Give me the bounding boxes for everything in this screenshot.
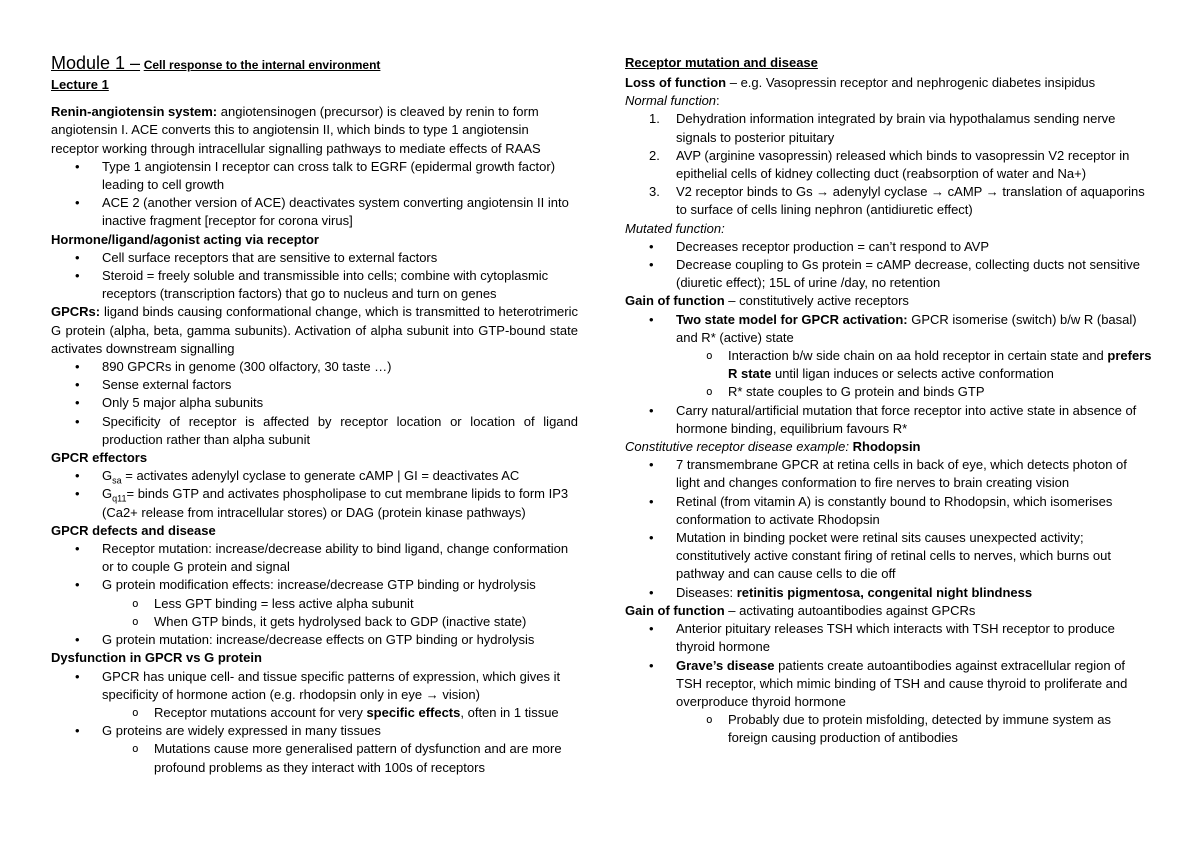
- gain-of-function-line: [625, 292, 1152, 310]
- effectors-bullet-list: [51, 467, 578, 522]
- text-span: Diseases:: [676, 584, 737, 600]
- module-heading: Module 1 –: [51, 53, 141, 73]
- effector-text: = activates adenylyl cyclase to generate cAMP | GI = deactivates AC: [121, 468, 520, 484]
- right-column: [625, 52, 1152, 748]
- list-item-text: G protein modification effects: increase/decrease GTP binding or hydrolysis: [102, 577, 536, 593]
- lof-text: – e.g. Vasopressin receptor and nephrogenic diabetes insipidus: [726, 75, 1096, 90]
- bold-span: Two state model for GPCR activation:: [676, 311, 908, 327]
- ras-text: angiotensinogen (precursor) is cleaved by renin to form angiotensin I. ACE converts this to angiotensin II, which binds to type 1 angiotensin receptor working through intracellular signalling pathways to mediate effects of RAAS: [51, 104, 541, 156]
- list-item: • Only 5 major alpha subunits: [102, 394, 578, 412]
- sub-list: [676, 347, 1152, 402]
- list-item: [102, 485, 578, 521]
- text-span: until ligan induces or selects active conformation: [771, 366, 1054, 382]
- gof-text: – activating autoantibodies against GPCRs: [724, 602, 976, 618]
- list-item: • 890 GPCRs in genome (300 olfactory, 30 taste …): [102, 358, 578, 376]
- bold-span: specific effects: [366, 704, 461, 720]
- list-item: • Type 1 angiotensin I receptor can cross talk to EGRF (epidermal growth factor) leading to cell growth: [102, 158, 578, 194]
- sub-list-item: [728, 347, 1152, 383]
- list-item: • Cell surface receptors that are sensitive to external factors: [102, 249, 578, 267]
- module-title: [51, 52, 578, 76]
- list-item: • Retinal (from vitamin A) is constantly bound to Rhodopsin, which isomerises conformation to activate Rhodopsin: [676, 493, 1152, 529]
- sub-list-item: o When GTP binds, it gets hydrolysed back to GDP (inactive state): [154, 613, 578, 631]
- list-item: • Anterior pituitary releases TSH which interacts with TSH receptor to produce thyroid hormone: [676, 620, 1152, 656]
- bold-span: retinitis pigmentosa, congenital night blindness: [736, 584, 1033, 600]
- g-symbol: G: [102, 468, 113, 484]
- sub-list: [102, 595, 578, 631]
- list-item: • Mutation in binding pocket were retinal sits causes unexpected activity; constitutively active constant firing of retinal cells to nerves, which burns out pathway and can cause cells to die off: [676, 529, 1152, 584]
- text-span: GPCR isomerise (switch) b/w R (basal) and R* (active) state: [676, 311, 1137, 345]
- gpcr-text: ligand binds causing conformational change, which is transmitted to heterotrimeric G protein (alpha, beta, gamma subunits). Activation of alpha subunit into GTP-bound state activates downstream signalling: [51, 304, 578, 356]
- text-span: Receptor mutations account for very: [154, 704, 367, 720]
- sub-list-item: o Less GPT binding = less active alpha subunit: [154, 595, 578, 613]
- numbered-item: 2. AVP (arginine vasopressin) released which binds to vasopressin V2 receptor in epithelial cells of kidney collecting duct (reabsorption of water and Na+): [676, 147, 1152, 183]
- receptor-mutation-heading: Receptor mutation and disease: [625, 55, 818, 70]
- mutated-function-label: Mutated function:: [625, 220, 725, 236]
- list-item: • ACE 2 (another version of ACE) deactivates system converting angiotensin II into inactive fragment [receptor for corona virus]: [102, 194, 578, 230]
- text-span: patients create autoantibodies against extracellular region of TSH receptor, which mimic binding of TSH and cause thyroid to proliferate and overproduce thyroid hormone: [676, 657, 1128, 709]
- list-item: • Specificity of receptor is affected by receptor location or location of ligand production rather than alpha subunit: [102, 413, 578, 449]
- defects-heading: GPCR defects and disease: [51, 522, 216, 538]
- list-item: • Decreases receptor production = can’t respond to AVP: [676, 238, 1152, 256]
- tsh-bullet-list: [625, 620, 1152, 747]
- effectors-heading: GPCR effectors: [51, 450, 148, 466]
- gof-label: Gain of function: [625, 602, 725, 618]
- gain-of-function-line-2: [625, 602, 1152, 620]
- g-subscript: q11: [112, 494, 127, 505]
- gpcr-paragraph: [51, 303, 578, 358]
- normal-function-label: [625, 92, 1152, 110]
- g-symbol: G: [102, 486, 113, 502]
- sub-list-item: o R* state couples to G protein and binds GTP: [728, 383, 1152, 401]
- bold-span: prefers R state: [728, 348, 1152, 382]
- hormone-bullet-list: [51, 249, 578, 304]
- list-item: [676, 311, 1152, 402]
- lecture-heading: Lecture 1: [51, 77, 109, 92]
- list-item: [102, 668, 578, 723]
- list-item: [102, 722, 578, 777]
- module-subtitle: Cell response to the internal environment: [143, 58, 381, 72]
- italic-span: Constitutive receptor disease example:: [625, 439, 850, 455]
- effector-text: = binds GTP and activates phospholipase to cut membrane lipids to form IP3 (Ca2+ release from intracellular stores) or DAG (protein kinase pathways): [102, 486, 569, 520]
- numbered-item: 3. V2 receptor binds to Gs → adenylyl cyclase → cAMP → translation of aquaporins to surface of cells lining nephron (antidiuretic effect): [676, 183, 1152, 219]
- numbered-item: 1. Dehydration information integrated by brain via hypothalamus sending nerve signals to posterior pituitary: [676, 110, 1152, 146]
- list-item: [676, 584, 1152, 602]
- ras-label: Renin-angiotensin system:: [51, 104, 218, 120]
- sub-list-item: o Probably due to protein misfolding, detected by immune system as foreign causing production of antibodies: [728, 711, 1152, 747]
- list-item: • Steroid = freely soluble and transmissible into cells; combine with cytoplasmic receptors (transcription factors) that go to nucleus and turn on genes: [102, 267, 578, 303]
- hormone-heading: Hormone/ligand/agonist acting via receptor: [51, 231, 319, 247]
- left-column: [51, 52, 578, 777]
- normal-function-list: [625, 110, 1152, 219]
- normal-colon: :: [716, 93, 720, 109]
- defects-bullet-list: [51, 540, 578, 649]
- list-item: • Sense external factors: [102, 376, 578, 394]
- dysfunction-heading: Dysfunction in GPCR vs G protein: [51, 650, 262, 666]
- list-item: • Decrease coupling to Gs protein = cAMP decrease, collecting ducts not sensitive (diuretic effect); 15L of urine /day, no retention: [676, 256, 1152, 292]
- bold-span: Grave’s disease: [676, 657, 775, 673]
- ras-paragraph: [51, 103, 578, 158]
- list-item: [676, 657, 1152, 748]
- list-item: • G protein mutation: increase/decrease effects on GTP binding or hydrolysis: [102, 631, 578, 649]
- constitutive-example-line: [625, 438, 1152, 456]
- list-item-text: GPCR has unique cell- and tissue specific patterns of expression, which gives it specificity of hormone action (e.g. rhodopsin only in eye → vision): [102, 668, 561, 702]
- list-item: [102, 467, 578, 485]
- gpcr-label: GPCRs:: [51, 304, 101, 320]
- loss-of-function-line: [625, 74, 1152, 92]
- list-item: [102, 576, 578, 631]
- gpcr-bullet-list: [51, 358, 578, 449]
- list-item: • Receptor mutation: increase/decrease ability to bind ligand, change conformation or to couple G protein and signal: [102, 540, 578, 576]
- list-item-text: G proteins are widely expressed in many tissues: [102, 723, 381, 739]
- sub-list-item: [154, 704, 578, 722]
- rhodopsin-bullet-list: [625, 456, 1152, 602]
- dysfunction-bullet-list: [51, 668, 578, 777]
- sub-list: [102, 704, 578, 722]
- g-subscript: sa: [112, 475, 122, 486]
- gof-bullet-list: [625, 311, 1152, 438]
- normal-label: Normal function: [625, 93, 717, 109]
- sub-list-item: o Mutations cause more generalised pattern of dysfunction and are more profound problems as they interact with 100s of receptors: [154, 740, 578, 776]
- ras-bullet-list: [51, 158, 578, 231]
- bold-span: Rhodopsin: [849, 439, 921, 455]
- sub-list: [676, 711, 1152, 747]
- text-span: Interaction b/w side chain on aa hold receptor in certain state and: [728, 348, 1108, 364]
- list-item: • 7 transmembrane GPCR at retina cells in back of eye, which detects photon of light and changes conformation to fire nerves to brain creating vision: [676, 456, 1152, 492]
- text-span: , often in 1 tissue: [460, 704, 559, 720]
- lof-label: Loss of function: [625, 75, 727, 90]
- sub-list: [102, 740, 578, 776]
- list-item: • Carry natural/artificial mutation that force receptor into active state in absence of hormone binding, equilibrium favours R*: [676, 402, 1152, 438]
- gof-text: – constitutively active receptors: [724, 293, 909, 309]
- gof-label: Gain of function: [625, 293, 725, 309]
- mutated-bullet-list: [625, 238, 1152, 293]
